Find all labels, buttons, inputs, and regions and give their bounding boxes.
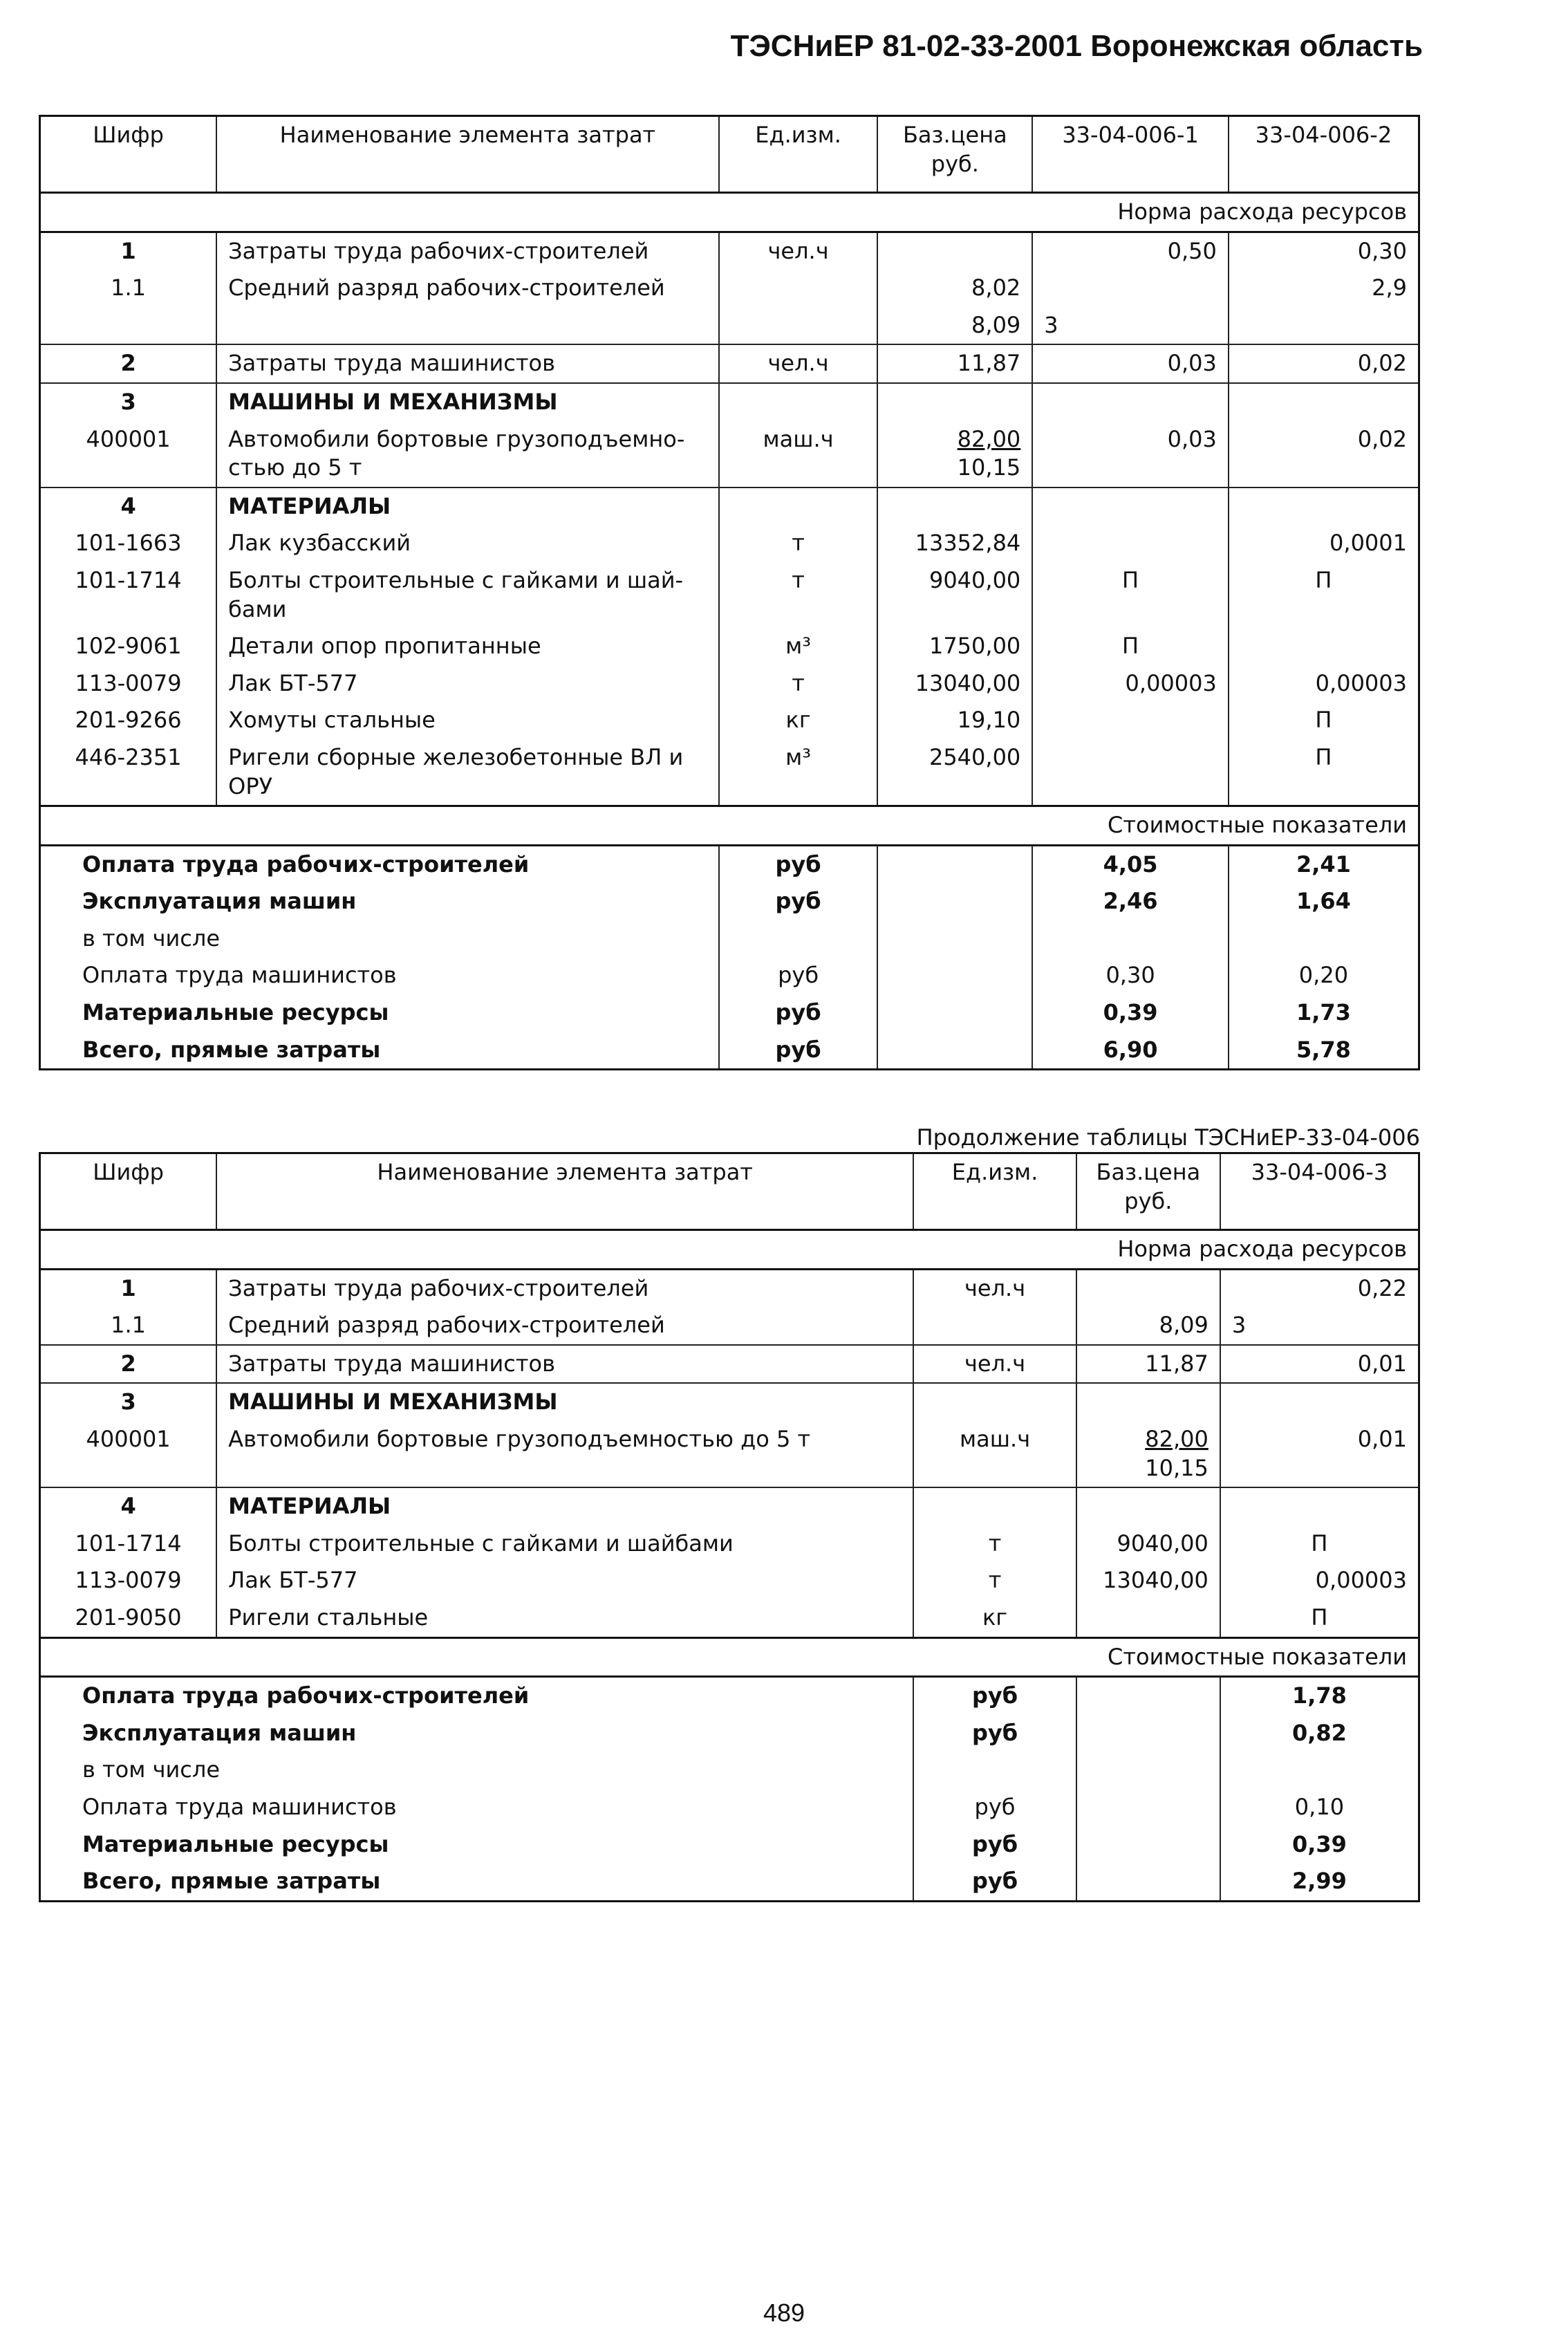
cost-value-2: 0,20 — [1229, 957, 1419, 994]
price-value-secondary: 10,15 — [1145, 1454, 1208, 1481]
cost-row — [40, 1789, 1419, 1826]
cell-name: Детали опор пропитанные — [216, 628, 719, 665]
cell-name — [216, 307, 719, 345]
section-title: МАТЕРИАЛЫ — [216, 488, 719, 526]
cell-value-1: 3 — [1032, 307, 1229, 345]
cell-code: 2 — [40, 344, 217, 383]
cost-value-1: 1,78 — [1220, 1677, 1419, 1715]
col-header-33-04-006-2: 33-04-006-2 — [1229, 116, 1419, 193]
cost-unit: руб — [719, 1032, 878, 1070]
cell-unit: м³ — [719, 739, 878, 806]
cost-value-1: 0,82 — [1220, 1715, 1419, 1752]
cell-code: 101-1714 — [75, 566, 182, 593]
cost-name: Всего, прямые затраты — [82, 1868, 381, 1895]
table-header-row — [40, 1153, 1419, 1230]
table-row — [40, 702, 1419, 739]
cell-price: 9040,00 — [877, 562, 1032, 628]
cell-name: Ригели сборные железобетонные ВЛ и ОРУ — [216, 739, 719, 806]
cost-unit: руб — [913, 1677, 1076, 1715]
cell-code: 400001 — [86, 1425, 171, 1452]
cell-name: Затраты труда рабочих-строителей — [216, 1269, 913, 1307]
cell-price: 1750,00 — [877, 628, 1032, 665]
table-row — [40, 1345, 1419, 1384]
cell-unit: чел.ч — [719, 344, 878, 383]
cost-name: Оплата труда рабочих-строителей — [82, 851, 530, 878]
cell-price — [1076, 1421, 1220, 1487]
cost-name: Оплата труда машинистов — [82, 1793, 397, 1820]
cost-unit: руб — [719, 845, 878, 883]
cell-price — [1076, 1599, 1220, 1637]
cost-value-1: 6,90 — [1032, 1032, 1229, 1070]
cost-row — [40, 957, 1419, 994]
cost-unit: руб — [913, 1715, 1076, 1752]
price-value-secondary: 10,15 — [957, 454, 1021, 481]
cell-value-2 — [1229, 307, 1419, 345]
cell-value-1: П — [1220, 1599, 1419, 1637]
cell-value-1: 3 — [1220, 1307, 1419, 1345]
cost-value-1: 4,05 — [1032, 845, 1229, 883]
cell-value-2: П — [1229, 739, 1419, 806]
cell-price — [877, 421, 1032, 488]
cell-name: Лак БТ-577 — [216, 1562, 913, 1599]
cell-unit: кг — [913, 1599, 1076, 1637]
cost-unit: руб — [719, 957, 878, 994]
cell-value-1: 0,01 — [1220, 1345, 1419, 1384]
cell-code: 3 — [40, 1383, 217, 1421]
cell-name: Болты строительные с гайками и шай-бами — [216, 562, 719, 628]
table-row — [40, 421, 1419, 488]
col-header-unit: Ед.изм. — [719, 116, 878, 193]
cell-value-1: П — [1032, 562, 1229, 628]
table-row — [40, 1421, 1419, 1487]
cost-row — [40, 920, 1419, 958]
cell-code: 1 — [120, 1274, 136, 1301]
band-label-cost: Стоимостные показатели — [40, 806, 1419, 846]
cell-value-1: 0,00003 — [1220, 1562, 1419, 1599]
norms-table-2 — [39, 1152, 1420, 1902]
cell-price — [1076, 1269, 1220, 1307]
cell-code: 446-2351 — [75, 743, 182, 770]
table-row — [40, 665, 1419, 703]
cell-name: Затраты труда рабочих-строителей — [216, 232, 719, 270]
cost-name: Оплата труда машинистов — [82, 962, 397, 989]
cell-price: 8,09 — [877, 307, 1032, 345]
cell-value-2: 0,0001 — [1229, 525, 1419, 562]
cell-name: Затраты труда машинистов — [216, 1345, 913, 1384]
table-continuation-caption: Продолжение таблицы ТЭСНиЕР-33-04-006 — [916, 1124, 1420, 1151]
table-row — [40, 270, 1419, 307]
cost-row — [40, 1715, 1419, 1752]
cell-name: Средний разряд рабочих-строителей — [216, 270, 719, 307]
table-row — [40, 344, 1419, 383]
cell-code: 101-1714 — [75, 1530, 182, 1557]
cell-code: 3 — [40, 383, 217, 421]
cell-value-1: 0,03 — [1032, 344, 1229, 383]
cell-code: 4 — [40, 488, 217, 526]
band-row-cost — [40, 806, 1419, 846]
cost-name: Материальные ресурсы — [82, 1830, 389, 1857]
table-row — [40, 1307, 1419, 1345]
cell-name: Автомобили бортовые грузоподъемностью до 5 т — [216, 1421, 913, 1487]
cost-value-1: 2,46 — [1032, 883, 1229, 920]
cell-value-1: 0,00003 — [1032, 665, 1229, 703]
cost-value-2: 1,73 — [1229, 994, 1419, 1032]
cell-name: Средний разряд рабочих-строителей — [216, 1307, 913, 1345]
cell-code: 113-0079 — [75, 669, 182, 696]
cost-name: Материальные ресурсы — [82, 999, 389, 1026]
cell-unit: кг — [719, 702, 878, 739]
cell-value-1: П — [1220, 1525, 1419, 1563]
band-label-cost: Стоимостные показатели — [40, 1637, 1419, 1677]
col-header-price: Баз.цена руб. — [877, 116, 1032, 193]
cell-unit: маш.ч — [913, 1421, 1076, 1487]
cost-value-2: 1,64 — [1229, 883, 1419, 920]
norms-table-1 — [39, 115, 1420, 1070]
cost-unit: руб — [719, 883, 878, 920]
cost-row — [40, 1752, 1419, 1789]
cell-code: 1.1 — [111, 1312, 147, 1339]
cost-row — [40, 1677, 1419, 1715]
cell-price: 19,10 — [877, 702, 1032, 739]
cell-code: 1.1 — [111, 275, 147, 301]
cell-name: Автомобили бортовые грузоподъемно-стью до 5 т — [216, 421, 719, 488]
cell-code — [40, 307, 217, 345]
cell-unit — [913, 1307, 1076, 1345]
cell-code: 102-9061 — [75, 633, 182, 660]
cell-name: Хомуты стальные — [216, 702, 719, 739]
cell-code: 201-9266 — [75, 707, 182, 734]
cost-name: в том числе — [82, 925, 220, 951]
section-title: МАТЕРИАЛЫ — [216, 1487, 913, 1525]
cell-unit: т — [719, 665, 878, 703]
cell-value-1 — [1032, 525, 1229, 562]
cost-row — [40, 1826, 1419, 1864]
cost-name: в том числе — [82, 1756, 220, 1783]
cell-unit: маш.ч — [719, 421, 878, 488]
cell-unit: м³ — [719, 628, 878, 665]
cost-unit: руб — [913, 1826, 1076, 1864]
cell-price: 11,87 — [1076, 1345, 1220, 1384]
cell-value-2: П — [1229, 702, 1419, 739]
table-row — [40, 1562, 1419, 1599]
cell-value-1 — [1032, 702, 1229, 739]
table-row — [40, 562, 1419, 628]
table-row — [40, 1269, 1419, 1307]
cost-row — [40, 994, 1419, 1032]
cost-value-1: 0,30 — [1032, 957, 1229, 994]
table-row — [40, 525, 1419, 562]
cell-code: 113-0079 — [75, 1567, 182, 1594]
cell-price: 8,02 — [877, 270, 1032, 307]
cell-value-1: 0,03 — [1032, 421, 1229, 488]
cost-value-1: 0,39 — [1032, 994, 1229, 1032]
band-row-norm — [40, 193, 1419, 232]
cost-value-1: 2,99 — [1220, 1863, 1419, 1901]
cell-value-2: 0,02 — [1229, 344, 1419, 383]
cost-name: Всего, прямые затраты — [82, 1036, 381, 1063]
cell-value-1 — [1032, 739, 1229, 806]
cell-unit — [719, 270, 878, 307]
cell-value-2: 0,00003 — [1229, 665, 1419, 703]
section-row-machines — [40, 383, 1419, 421]
cell-price: 13040,00 — [877, 665, 1032, 703]
page-number: 489 — [763, 2299, 805, 2327]
col-header-name: Наименование элемента затрат — [216, 116, 719, 193]
col-header-33-04-006-3: 33-04-006-3 — [1220, 1153, 1419, 1230]
col-header-code: Шифр — [40, 1153, 217, 1230]
cost-row — [40, 883, 1419, 920]
cell-unit: т — [719, 525, 878, 562]
cell-price: 11,87 — [877, 344, 1032, 383]
cell-unit: т — [719, 562, 878, 628]
cell-code: 201-9050 — [75, 1604, 182, 1631]
page-header-title: ТЭСНиЕР 81-02-33-2001 Воронежская область — [730, 29, 1423, 63]
cell-unit — [719, 307, 878, 345]
col-header-price: Баз.цена руб. — [1076, 1153, 1220, 1230]
table-row — [40, 232, 1419, 270]
section-title: МАШИНЫ И МЕХАНИЗМЫ — [216, 1383, 913, 1421]
cell-price: 8,09 — [1076, 1307, 1220, 1345]
cell-price: 9040,00 — [1076, 1525, 1220, 1563]
cell-code: 101-1663 — [75, 530, 182, 557]
col-header-unit: Ед.изм. — [913, 1153, 1076, 1230]
cost-value-2: 2,41 — [1229, 845, 1419, 883]
cell-code: 400001 — [86, 425, 171, 452]
table-row — [40, 1599, 1419, 1637]
cell-value-2: 0,30 — [1229, 232, 1419, 270]
cost-value-2: 5,78 — [1229, 1032, 1419, 1070]
section-row-machines — [40, 1383, 1419, 1421]
band-row-norm — [40, 1230, 1419, 1270]
band-label-norm: Норма расхода ресурсов — [40, 193, 1419, 232]
col-header-name: Наименование элемента затрат — [216, 1153, 913, 1230]
cell-name: Ригели стальные — [216, 1599, 913, 1637]
table-row — [40, 628, 1419, 665]
cost-row — [40, 845, 1419, 883]
price-value: 82,00 — [1145, 1425, 1208, 1452]
cell-unit: т — [913, 1562, 1076, 1599]
cost-row-total — [40, 1032, 1419, 1070]
cost-unit: руб — [913, 1863, 1076, 1901]
section-row-materials — [40, 1487, 1419, 1525]
cell-value-1: 0,01 — [1220, 1421, 1419, 1487]
cell-unit: чел.ч — [719, 232, 878, 270]
cell-code: 1 — [120, 237, 136, 264]
cell-value-2 — [1229, 628, 1419, 665]
cost-row-total — [40, 1863, 1419, 1901]
section-title: МАШИНЫ И МЕХАНИЗМЫ — [216, 383, 719, 421]
cell-code: 4 — [40, 1487, 217, 1525]
cost-unit: руб — [719, 994, 878, 1032]
table-header-row — [40, 116, 1419, 193]
band-row-cost — [40, 1637, 1419, 1677]
cell-value-1 — [1032, 270, 1229, 307]
table-row — [40, 307, 1419, 345]
cell-code: 2 — [40, 1345, 217, 1384]
band-label-norm: Норма расхода ресурсов — [40, 1230, 1419, 1270]
cell-unit: т — [913, 1525, 1076, 1563]
cell-name: Лак кузбасский — [216, 525, 719, 562]
cell-price: 2540,00 — [877, 739, 1032, 806]
cost-name: Оплата труда рабочих-строителей — [82, 1682, 530, 1709]
cell-price: 13352,84 — [877, 525, 1032, 562]
col-header-code: Шифр — [40, 116, 217, 193]
cell-unit: чел.ч — [913, 1269, 1076, 1307]
cell-value-2: 0,02 — [1229, 421, 1419, 488]
section-row-materials — [40, 488, 1419, 526]
cost-value-1: 0,10 — [1220, 1789, 1419, 1826]
cell-value-1: 0,22 — [1220, 1269, 1419, 1307]
cell-name: Затраты труда машинистов — [216, 344, 719, 383]
cell-value-2: 2,9 — [1229, 270, 1419, 307]
cost-value-1: 0,39 — [1220, 1826, 1419, 1864]
table-row — [40, 739, 1419, 806]
cell-price — [877, 232, 1032, 270]
cell-value-1: П — [1032, 628, 1229, 665]
cost-name: Эксплуатация машин — [82, 888, 357, 915]
cost-unit: руб — [913, 1789, 1076, 1826]
cell-name: Болты строительные с гайками и шайбами — [216, 1525, 913, 1563]
cost-name: Эксплуатация машин — [82, 1719, 357, 1746]
table-row — [40, 1525, 1419, 1563]
cell-name: Лак БТ-577 — [216, 665, 719, 703]
cell-unit: чел.ч — [913, 1345, 1076, 1384]
cell-value-1: 0,50 — [1032, 232, 1229, 270]
cell-price: 13040,00 — [1076, 1562, 1220, 1599]
cell-value-2: П — [1229, 562, 1419, 628]
col-header-33-04-006-1: 33-04-006-1 — [1032, 116, 1229, 193]
price-value: 82,00 — [957, 425, 1021, 452]
